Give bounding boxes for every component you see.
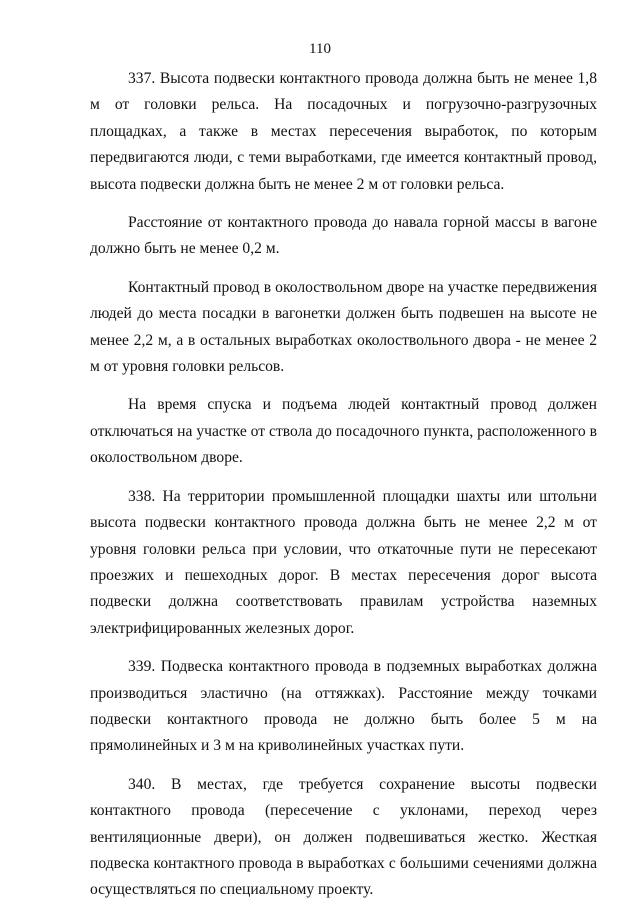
paragraph-337: 337. Высота подвески контактного провода должна быть не менее 1,8 м от головки рельса. На посадочных и погрузочно-разгрузочных площадках, а также в местах пересечения выработок, по которым передвигаются люди, с теми выработками, где имеется контактный провод, высота подвески должна быть не менее 2 м от головки рельса. <box>90 70 597 193</box>
paragraph-339: 339. Подвеска контактного провода в подземных выработках должна производиться эластично (на оттяжках). Расстояние между точками подвески контактного провода не должно быть более 5 м на прямолинейных и 3 м на криволинейных участках пути. <box>90 658 597 755</box>
paragraph-340: 340. В местах, где требуется сохранение высоты подвески контактного провода (пересечение с уклонами, переход через вентиляционные двери), он должен подвешиваться жестко. Жесткая подвеска контактного провода в выработках с большими сечениями должна осуществляться по специальному проекту. <box>90 775 597 899</box>
paragraph-shaft-yard-height: Контактный провод в околоствольном дворе на участке передвижения людей до места посадки в вагонетки должен быть подвешен на высоте не менее 2,2 м, а в остальных выработках околоствольного двора - не менее 2 м от уровня головки рельсов. <box>90 278 597 376</box>
paragraph-338: 338. На территории промышленной площадки шахты или штольни высота подвески контактного провода должна быть не менее 2,2 м от уровня головки рельса при условии, что откаточные пути не пересекают проезжих и пешеходных дорог. В местах пересечения дорог высота подвески должна соответствовать правилам устройства наземных электрифицированных железных дорог. <box>90 487 597 637</box>
paragraph-distance-to-rock-mass: Расстояние от контактного провода до навала горной массы в вагоне должно быть не менее 0,2 м. <box>90 214 597 258</box>
paragraph-power-off-during-descent: На время спуска и подъема людей контактный провод должен отключаться на участке от ствола до посадочного пункта, расположенного в околоствольном дворе. <box>90 396 597 467</box>
page-number: 110 <box>309 41 331 57</box>
document-body <box>90 66 597 904</box>
